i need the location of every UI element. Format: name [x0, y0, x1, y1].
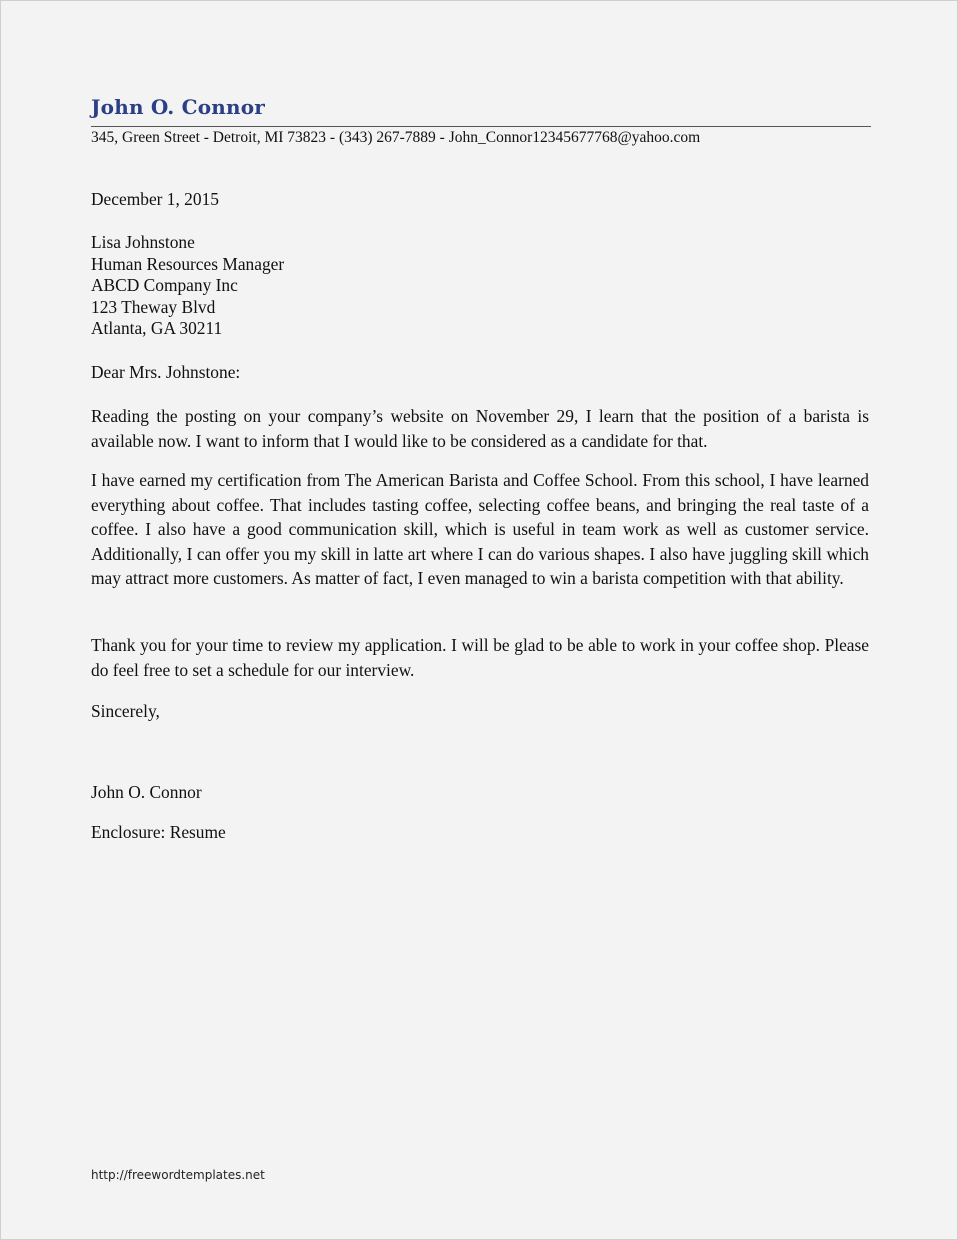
sender-contact-line: 345, Green Street - Detroit, MI 73823 - (343) 267-7889 - John_Connor12345677768@yahoo.com — [91, 129, 701, 146]
enclosure-line: Enclosure: Resume — [91, 822, 226, 842]
paragraph-3: Thank you for your time to review my application. I will be glad to be able to work in your coffee shop. Please do feel free to set a schedule for our interview. — [91, 635, 869, 680]
paragraph-1: Reading the posting on your company’s website on November 29, I learn that the position of a barista is available now. I want to inform that I would like to be considered as a candidate for that. — [91, 406, 869, 451]
recipient-title: Human Resources Manager — [91, 253, 285, 274]
recipient-street: 123 Theway Blvd — [91, 296, 216, 317]
salutation: Dear Mrs. Johnstone: — [91, 362, 241, 382]
sender-name: John O. Connor — [91, 95, 266, 119]
closing: Sincerely, — [91, 701, 160, 721]
signature-name: John O. Connor — [91, 782, 202, 802]
recipient-company: ABCD Company Inc — [91, 275, 238, 295]
letter-date: December 1, 2015 — [91, 189, 219, 209]
footer-url: http://freewordtemplates.net — [91, 1168, 265, 1182]
recipient-name: Lisa Johnstone — [91, 232, 195, 252]
recipient-city: Atlanta, GA 30211 — [91, 318, 223, 338]
recipient-address-block — [91, 230, 869, 341]
paragraph-2: I have earned my certification from The American Barista and Coffee School. From this school, I have learned everything about coffee. That includes tasting coffee, selecting coffee beans, and bringing the real taste of a coffee. I also have a good communication skill, which is useful in team work as well as customer service. Additionally, I can offer you my skill in latte art where I can do various shapes. I also have juggling skill which may attract more customers. As matter of fact, I even managed to win a barista competition with that ability. — [91, 470, 869, 588]
header-divider — [91, 126, 871, 127]
